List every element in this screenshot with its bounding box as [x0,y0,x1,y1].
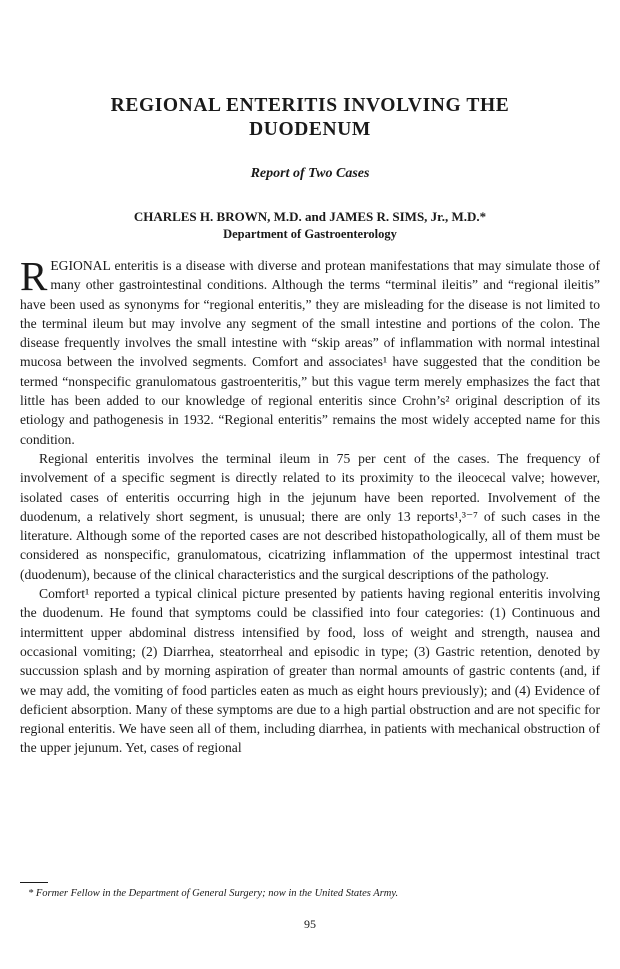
footnote-divider [20,882,48,883]
paragraph-1 [20,253,600,449]
page-number: 95 [304,917,316,931]
department-line: Department of Gastroenterology [223,227,397,241]
article-subtitle: Report of Two Cases [250,166,370,181]
article-title [60,94,560,142]
author-line: CHARLES H. BROWN, M.D. and JAMES R. SIMS, Jr., M.D.* [133,209,487,224]
paragraph-3: Comfort¹ reported a typical clinical picture presented by patients having regional enteritis involving the duodenum. He found that symptoms could be classified into four categories: (1) Continuous and intermittent upper abdominal distress intensified by food, loss of weight and strength, nausea and occasional vomiting; (2) Diarrhea, steatorrheal and episodic in type; (3) Gastric retention, denoted by succussion splash and by morning aspiration of greater than normal amounts of gastric contents (and, if we may add, the vomiting of food particles eaten as much as eight hours previously); and (4) Evidence of deficient absorption. Many of these symptoms are due to a high partial obstruction and are not specific for regional enteritis. We have seen all of them, including diarrhea, in patients with mechanical obstruction of the upper jejunum. Yet, cases of regional [20,586,600,756]
title-line-1: REGIONAL ENTERITIS INVOLVING THE [110,95,510,116]
paragraph-1-text: EGIONAL enteritis is a disease with diverse and protean manifestations that may simulate those of many other gastrointestinal conditions. Although the terms “terminal ileitis” and “regional ileitis” have been used as synonyms for “regional enteritis,” they are misleading for the disease is not limited to the terminal ileum but may involve any segment of the small intestine and portions of the colon. The disease frequently involves the small intestine with “skip areas” of inflammation with normal intestinal mucosa between the involved segments. Comfort and associates¹ have suggested that the condition be termed “nonspecific granulomatous gastroenteritis,” but this vague term merely emphasizes the fact that little has been added to our knowledge of regional enteritis since Crohn’s² original description of its etiology and pathogenesis in 1932. “Regional enteritis” remains the most widely accepted name for this condition. [20,258,600,447]
title-line-2: DUODENUM [249,119,371,140]
footnote: * Former Fellow in the Department of General Surgery; now in the United States Army. [28,888,399,899]
article-body [20,253,600,758]
paragraph-2: Regional enteritis involves the terminal ileum in 75 per cent of the cases. The frequency of involvement of a specific segment is directly related to its proximity to the ileocecal valve; however, isolated cases of enteritis occurring high in the jejunum have been reported. Involvement of the duodenum, a relatively short segment, is unusual; there are only 13 reports¹,³⁻⁷ of such cases in the literature. Although some of the reported cases are not described histopathologically, all of them must be considered as nonspecific, granulomatous, cicatrizing inflammation of the uppermost intestinal tract (duodenum), because of the clinical characteristics and the surgical descriptions of the pathology. [20,450,600,582]
drop-cap: R [20,253,48,299]
